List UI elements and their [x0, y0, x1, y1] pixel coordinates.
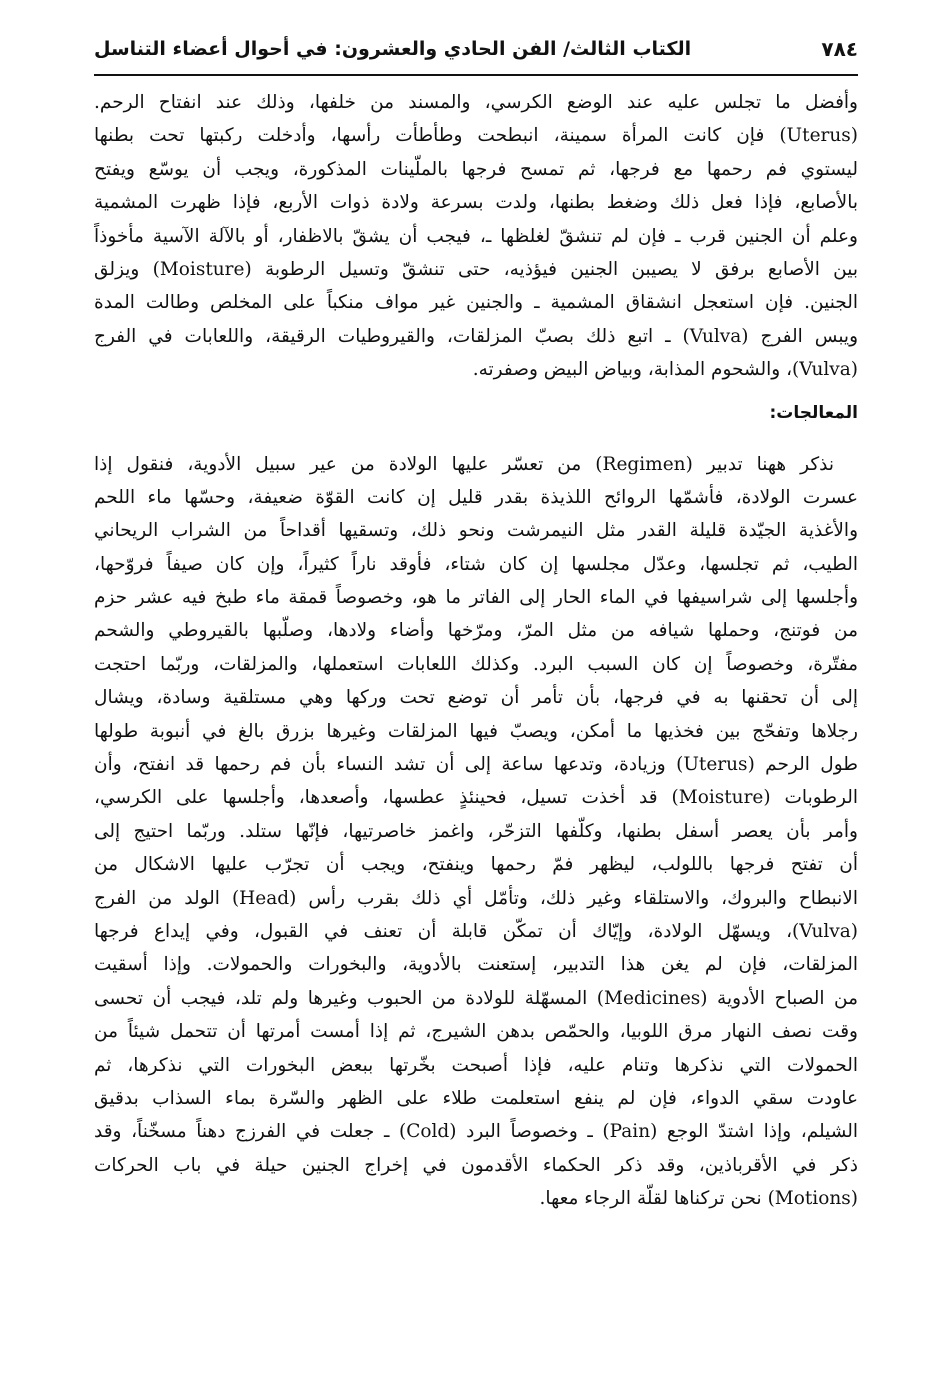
text-line: طول الرحم (Uterus) وزيادة، وتدعها ساعة إلى أن تشد النساء بأن فم رحمها قد انفتح، وأن [94, 754, 858, 776]
text-line: (Motions) نحن تركناها لقلّة الرجاء معها. [539, 1188, 858, 1210]
text-line: الانبطاح والبروك، والاستلقاء وغير ذلك، وتأمّل أي ذلك بقرب رأس (Head) الولد من الفرج [94, 887, 858, 909]
text-line: رجلاها وتفحّج بين فخذيها ما أمكن، ويصبّ فيها المزلقات وغيرها بزرق بالغ في أنبوبة طولها [94, 720, 858, 742]
paragraph-2 [94, 448, 858, 1216]
text-line: ويبس الفرج (Vulva) ـ اتبع ذلك بصبّ المزلقات، والقيروطيات الرقيقة، واللعابات في الفرج [94, 325, 858, 347]
text-line: بين الأصابع برفق لا يصيبن الجنين فيؤذيه، حتى تنشقّ وتسيل الرطوبة (Moisture) ويزلق [94, 258, 858, 280]
text-line: وأمر بأن يعصر أسفل بطنها، وكلّفها التزحّر، واغمز خاصرتيها، فإنّها ستلد. وربّما احتيج إلى [94, 820, 858, 842]
text-line: (Vulva)، ويسهّل الولادة، وإيّاك أن تمكّن قابلة أن تعنف في القبول، وفي إيداع فرجها [94, 920, 858, 942]
text-line: من فوتنج، وحملها شيافه من مثل المرّ، ومرّخها وأضاء ولادها، وصلّبها بالقيروطي والشحم [94, 620, 858, 642]
text-line: الشيلم، وإذا اشتدّ الوجع (Pain) ـ وخصوصاً البرد (Cold) ـ جعلت في الفرزج دهناً مسخّناً، وقد [94, 1121, 858, 1143]
book-page [94, 28, 858, 1216]
text-line: الرطوبات (Moisture) قد أخذت تسيل، فحينئذٍ عطسها، وأصعدها، وأجلسها على الكرسي، [94, 787, 858, 809]
text-line: وأفضل ما تجلس عليه عند الوضع الكرسي، والمسند من خلفها، وذلك عند انفتاح الرحم. [94, 92, 858, 113]
text-line: ذكر في الأقرباذين، وقد ذكر الحكماء الأقدمون في إخراج الجنين حيلة في باب الحركات [94, 1154, 858, 1176]
paragraph-1 [94, 86, 858, 387]
text-line: إلى أن تحقنها به في فرجها، بأن تأمر أن توضع تحت وركها وهي مستلقية وسادة، ويشال [94, 687, 858, 709]
header-rule [94, 74, 858, 76]
section-heading-treatments: المعالجات: [769, 402, 858, 423]
text-line: عاودت سقي الدواء، فإن لم ينفع استعلمت طلاء على الظهر والسّرة بماء السذاب بدقيق [94, 1087, 858, 1109]
text-line: عسرت الولادة، فأشمّها الروائح اللذيذة بقدر قليل إن كانت القوّة ضعيفة، وحسّها ماء اللحم [94, 486, 858, 508]
text-line: الجنين. فإن استعجل انشقاق المشمية ـ والجنين غير مواف منكباً على المخلص وطالت المدة [94, 292, 858, 314]
text-line: وأجلسها إلى شراسيفها في الماء الحار إلى الفاتر ما هو، وخصوصاً قمقة ماء طبخ فيه عشر حزم [94, 587, 858, 609]
text-line: الحمولات التي نذكرها وتنام عليه، فإذا أصبحت بخّرتها ببعض البخورات التي نذكرها، ثم [94, 1054, 858, 1076]
page-number: ٧٨٤ [821, 37, 858, 61]
page-header [94, 28, 858, 70]
text-line: وعلم أن الجنين قرب ـ فإن لم تنشقّ لغلظها ـ، فيجب أن يشقّ بالاظفار، أو بالآلة الآسية مأخوذاً [94, 225, 858, 247]
text-line: وقت نصف النهار مرق اللوبيا، والحمّص بدهن الشيرج، ثم إذا أمست أمرتها أن تتحمل شيئاً من [94, 1021, 858, 1043]
text-line: المزلقات، فإن لم يغن هذا التدبير، إستعنت بالأدوية، والبخورات والحمولات. وإذا أسقيت [94, 954, 858, 976]
text-line: من الصباح الأدوية (Medicines) المسهّلة للولادة من الحبوب وغيرها ولم تلد، فيجب أن تحسى [94, 987, 858, 1009]
text-line: مفتّرة، وخصوصاً إن كان السبب البرد. وكذلك اللعابات استعملها، والمزلقات، وربّما احتجت [94, 653, 858, 675]
running-title: الكتاب الثالث/ الفن الحادي والعشرون: في أحوال أعضاء التناسل [94, 38, 692, 60]
text-line: (Vulva)، والشحوم المذابة، وبياض البيض وصفرته. [472, 359, 858, 381]
text-line: الطيب، ثم تجلسها، وعدّل مجلسها إن كان شتاء، فأوقد ناراً كثيراً، وإن كان صيفاً فروّحها، [94, 553, 858, 575]
text-line: نذكر ههنا تدبير (Regimen) من تعسّر عليها الولادة من عير سبيل الأدوية، فنقول إذا [94, 453, 834, 475]
text-line: والأغذية الجيّدة قليلة القدر مثل النيمرشت ونحو ذلك، وتسقيها أقداحاً من الشراب الريحاني [94, 520, 858, 542]
text-line: بالأصابع، فإذا فعل ذلك وضغط بطنها، ولدت بسرعة ولادة ذوات الأربع، فإذا ظهرت المشمية [94, 192, 858, 214]
text-line: أن تفتح فرجها باللولب، ليظهر فمّ رحمها وينفتح، ويجب أن تجرّب عليها الاشكال من [94, 854, 858, 876]
text-line: (Uterus) فإن كانت المرأة سمينة، انبطحت وطأطأت رأسها، وأدخلت ركبتها تحت بطنها [94, 125, 858, 147]
text-line: ليستوي فم رحمها مع فرجها، ثم تمسح فرجها بالملّينات المذكورة، ويجب أن يوسّع ويفتح [94, 158, 858, 180]
